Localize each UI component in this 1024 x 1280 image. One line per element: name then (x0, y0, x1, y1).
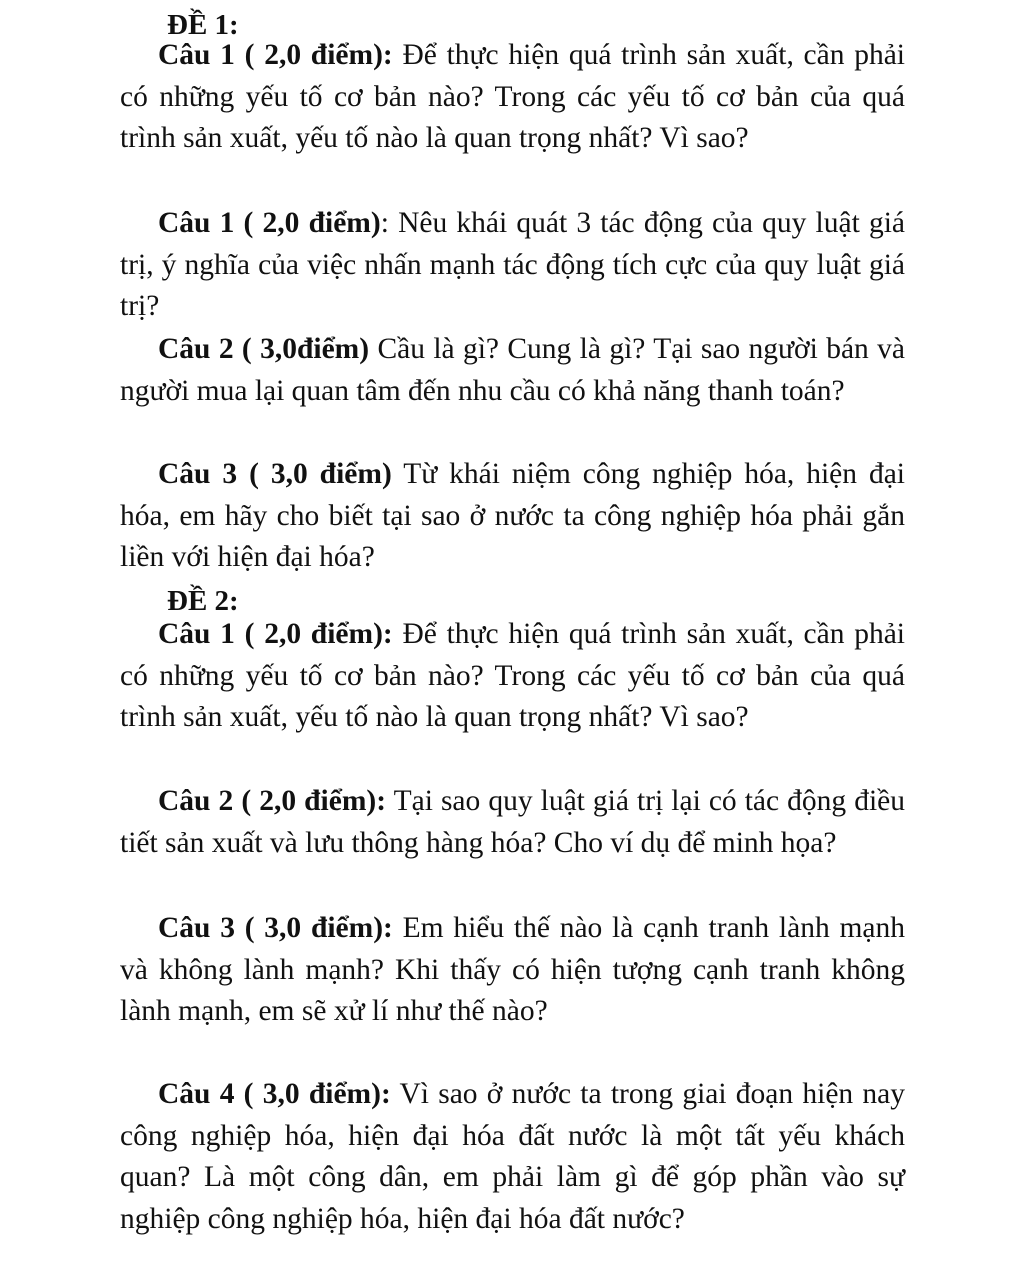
question-text: Cầu là gì? Cung là gì? Tại sao người bán và người mua lại quan tâm đến nhu cầu có khả năng thanh toán? (120, 333, 905, 407)
question-text: Vì sao ở nước ta trong giai đoạn hiện nay công nghiệp hóa, hiện đại hóa đất nước là một tất yếu khách quan? Là một công dân, em phải làm gì để góp phần vào sự nghiệp công nghiệp hóa, hiện đại hóa đất nước? (120, 1078, 905, 1235)
question-lead: Câu 1 ( 2,0 điểm): (158, 618, 393, 650)
question-lead: Câu 3 ( 3,0 điểm): (158, 912, 393, 944)
question-lead: Câu 2 ( 3,0điểm) (158, 333, 370, 365)
exam-1-question-4 (120, 454, 905, 579)
question-lead: Câu 1 ( 2,0 điểm): (158, 39, 393, 71)
exam-1-title: ĐỀ 1: (167, 9, 239, 41)
question-text: Từ khái niệm công nghiệp hóa, hiện đại hóa, em hãy cho biết tại sao ở nước ta công nghiệp hóa phải gắn liền với hiện đại hóa? (120, 458, 905, 573)
question-lead: Câu 4 ( 3,0 điểm): (158, 1078, 391, 1110)
exam-1-question-1 (120, 35, 905, 160)
exam-2-question-3 (120, 908, 905, 1033)
question-text: : Nêu khái quát 3 tác động của quy luật giá trị, ý nghĩa của việc nhấn mạnh tác động tích cực của quy luật giá trị? (120, 207, 905, 322)
question-text: Tại sao quy luật giá trị lại có tác động điều tiết sản xuất và lưu thông hàng hóa? Cho ví dụ để minh họa? (120, 785, 906, 859)
question-lead: Câu 2 ( 2,0 điểm): (158, 785, 387, 817)
exam-2-question-1 (120, 614, 905, 739)
question-lead: Câu 3 ( 3,0 điểm) (158, 458, 392, 490)
exam-1-question-3 (120, 329, 905, 412)
exam-2-question-4 (120, 1074, 905, 1240)
exam-1-question-2 (120, 203, 905, 328)
question-text: Em hiểu thế nào là cạnh tranh lành mạnh và không lành mạnh? Khi thấy có hiện tượng cạnh tranh không lành mạnh, em sẽ xử lí như thế nào? (120, 912, 906, 1027)
question-lead: Câu 1 ( 2,0 điểm) (158, 207, 381, 239)
question-text: Để thực hiện quá trình sản xuất, cần phải có những yếu tố cơ bản nào? Trong các yếu tố cơ bản của quá trình sản xuất, yếu tố nào là quan trọng nhất? Vì sao? (120, 39, 905, 154)
question-text: Để thực hiện quá trình sản xuất, cần phải có những yếu tố cơ bản nào? Trong các yếu tố cơ bản của quá trình sản xuất, yếu tố nào là quan trọng nhất? Vì sao? (120, 618, 905, 733)
exam-2-question-2 (120, 781, 905, 864)
exam-2-title: ĐỀ 2: (167, 585, 239, 617)
